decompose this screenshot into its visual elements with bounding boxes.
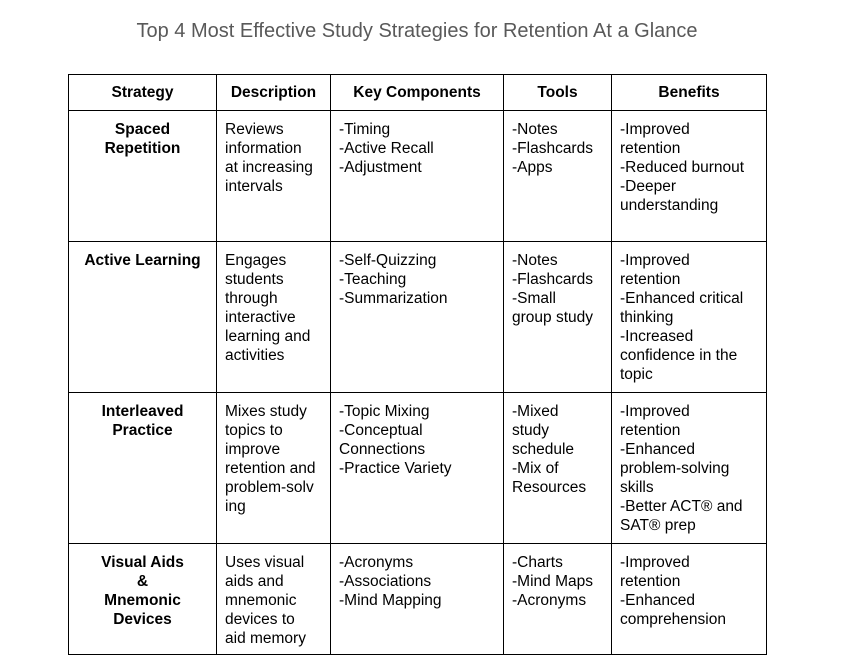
table-row bbox=[69, 544, 767, 655]
description-cell bbox=[217, 393, 331, 544]
description-cell bbox=[217, 111, 331, 242]
key-components-list: -Topic Mixing -Conceptual Connections -Practice Variety bbox=[339, 403, 452, 477]
benefits-list: -Improved retention -Reduced burnout -Deeper understanding bbox=[620, 121, 745, 214]
tools-list: -Notes -Flashcards -Small group study bbox=[512, 252, 593, 326]
tools-list: -Notes -Flashcards -Apps bbox=[512, 121, 593, 176]
tools-cell bbox=[504, 242, 612, 393]
description-cell bbox=[217, 544, 331, 655]
key-components-list: -Self-Quizzing -Teaching -Summarization bbox=[339, 252, 448, 307]
benefits-cell bbox=[612, 544, 767, 655]
key-components-cell bbox=[331, 242, 504, 393]
table-row bbox=[69, 242, 767, 393]
description-text: Mixes study topics to improve retention and problem-solv ing bbox=[225, 403, 316, 515]
key-components-cell bbox=[331, 544, 504, 655]
description-text: Uses visual aids and mnemonic devices to aid memory bbox=[225, 554, 306, 647]
benefits-list: -Improved retention -Enhanced comprehension bbox=[620, 554, 726, 628]
page-title: Top 4 Most Effective Study Strategies for Retention At a Glance bbox=[136, 20, 698, 42]
table-row bbox=[69, 111, 767, 242]
strategy-cell bbox=[69, 242, 217, 393]
tools-cell bbox=[504, 393, 612, 544]
strategy-table bbox=[68, 74, 767, 655]
benefits-cell bbox=[612, 111, 767, 242]
description-text: Engages students through interactive learning and activities bbox=[225, 252, 311, 364]
header-tools: Tools bbox=[504, 75, 612, 111]
strategy-name: Interleaved Practice bbox=[101, 403, 184, 439]
strategy-name: Active Learning bbox=[84, 252, 201, 269]
strategy-cell bbox=[69, 393, 217, 544]
key-components-list: -Timing -Active Recall -Adjustment bbox=[339, 121, 434, 176]
benefits-cell bbox=[612, 242, 767, 393]
strategy-cell bbox=[69, 111, 217, 242]
benefits-cell bbox=[612, 393, 767, 544]
strategy-name: Visual Aids & Mnemonic Devices bbox=[101, 554, 184, 628]
tools-list: -Mixed study schedule -Mix of Resources bbox=[512, 403, 587, 496]
table-header-row bbox=[69, 75, 767, 111]
tools-cell bbox=[504, 111, 612, 242]
key-components-cell bbox=[331, 393, 504, 544]
key-components-list: -Acronyms -Associations -Mind Mapping bbox=[339, 554, 442, 609]
benefits-list: -Improved retention -Enhanced critical thinking -Increased confidence in the topic bbox=[620, 252, 744, 383]
table-row bbox=[69, 393, 767, 544]
tools-cell bbox=[504, 544, 612, 655]
header-key-components: Key Components bbox=[331, 75, 504, 111]
header-strategy: Strategy bbox=[69, 75, 217, 111]
description-text: Reviews information at increasing intervals bbox=[225, 121, 313, 195]
description-cell bbox=[217, 242, 331, 393]
strategy-name: Spaced Repetition bbox=[104, 121, 181, 157]
key-components-cell bbox=[331, 111, 504, 242]
header-description: Description bbox=[217, 75, 331, 111]
strategy-cell bbox=[69, 544, 217, 655]
benefits-list: -Improved retention -Enhanced problem-solving skills -Better ACT® and SAT® prep bbox=[620, 403, 743, 534]
header-benefits: Benefits bbox=[612, 75, 767, 111]
tools-list: -Charts -Mind Maps -Acronyms bbox=[512, 554, 593, 609]
